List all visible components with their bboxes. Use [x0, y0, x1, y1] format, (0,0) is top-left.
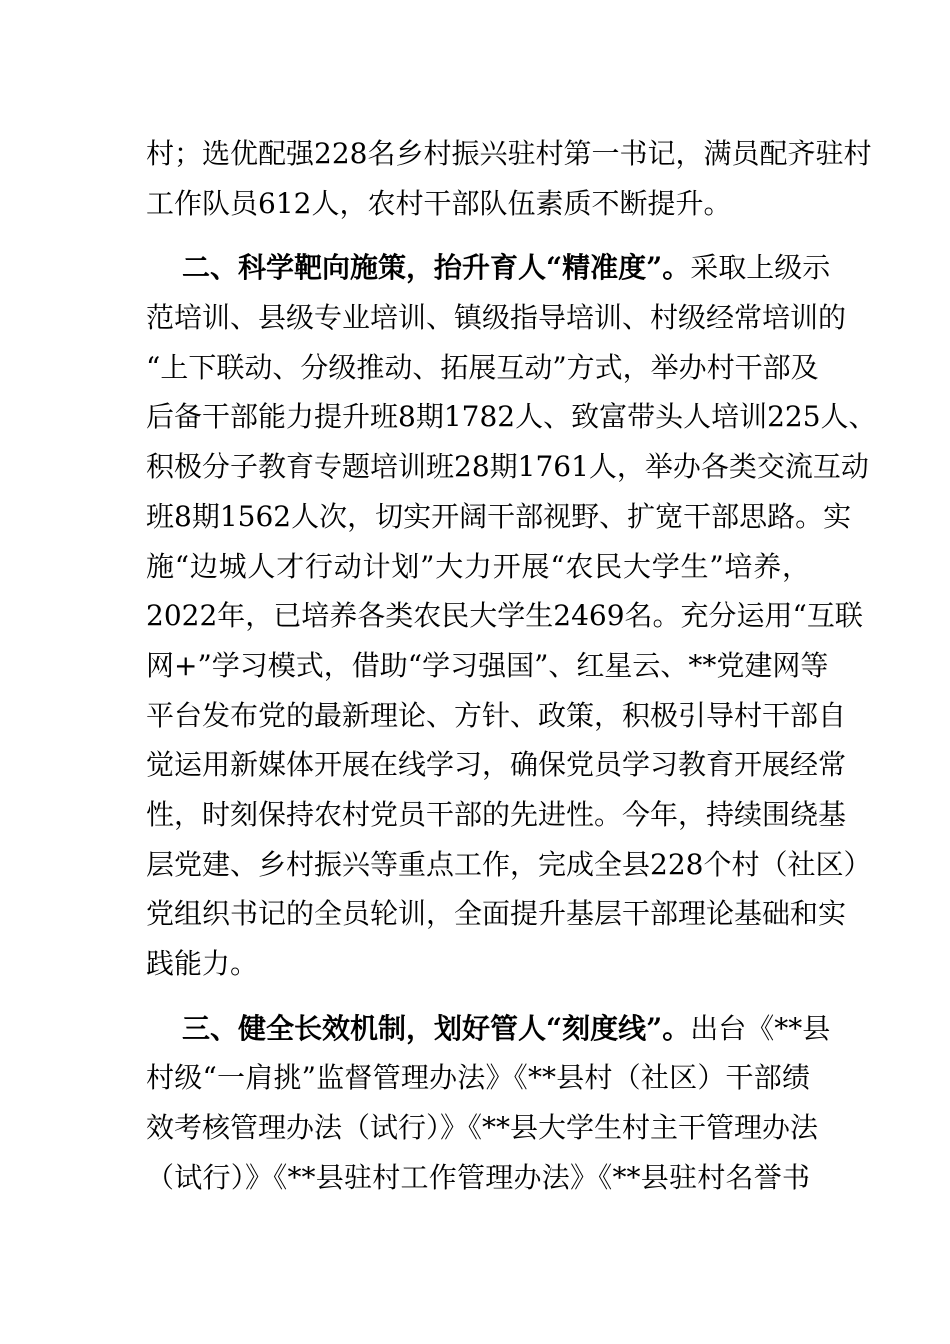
paragraph-gap [146, 228, 810, 243]
text-line: 平台发布党的最新理论、方针、政策，积极引导村干部自 [146, 698, 847, 732]
text-line: 积极分子教育专题培训班28期1761人，举办各类交流互动 [146, 450, 869, 484]
section-heading: 三、健全长效机制，划好管人“刻度线”。 [182, 1011, 691, 1045]
text-line: 工作队员612人，农村干部队伍素质不断提升。 [146, 186, 732, 220]
heading-line [146, 243, 831, 293]
text-line: 性，时刻保持农村党员干部的先进性。今年，持续围绕基 [146, 797, 847, 831]
text-line: （试行）》《**县驻村工作管理办法》《**县驻村名誉书 [146, 1160, 810, 1194]
paragraph-1 [146, 129, 872, 228]
text-line: 村级“一肩挑”监督管理办法》《**县村（社区）干部绩 [146, 1061, 810, 1095]
heading-line-text: 采取上级示 [690, 251, 831, 285]
text-line: 觉运用新媒体开展在线学习，确保党员学习教育开展经常 [146, 748, 847, 782]
text-line: 践能力。 [146, 947, 259, 980]
section-heading: 二、科学靶向施策，抬升育人“精准度”。 [182, 251, 691, 285]
document-page [146, 129, 877, 1202]
text-line: 党组织书记的全员轮训，全面提升基层干部理论基础和实 [146, 897, 847, 931]
text-line: “上下联动、分级推动、拓展互动”方式，举办村干部及 [146, 350, 819, 384]
heading-line-text: 出台《**县 [690, 1011, 831, 1045]
text-line: 施“边城人才行动计划”大力开展“农民大学生”培养， [146, 549, 810, 583]
paragraph-3 [146, 1004, 831, 1203]
heading-line [146, 1004, 831, 1054]
paragraph-gap [146, 989, 810, 1004]
text-line: 效考核管理办法（试行）》《**县大学生村主干管理办法 [146, 1111, 819, 1145]
text-line: 网+”学习模式，借助“学习强国”、红星云、**党建网等 [146, 648, 829, 682]
text-line: 村；选优配强228名乡村振兴驻村第一书记，满员配齐驻村 [146, 137, 872, 170]
text-line: 层党建、乡村振兴等重点工作，完成全县228个村（社区） [146, 847, 872, 881]
paragraph-2 [146, 243, 877, 988]
text-line: 后备干部能力提升班8期1782人、致富带头人培训225人、 [146, 400, 877, 434]
text-line: 范培训、县级专业培训、镇级指导培训、村级经常培训的 [146, 301, 847, 335]
text-line: 2022年，已培养各类农民大学生2469名。充分运用“互联 [146, 599, 863, 633]
text-line: 班8期1562人次，切实开阔干部视野、扩宽干部思路。实 [146, 499, 852, 533]
